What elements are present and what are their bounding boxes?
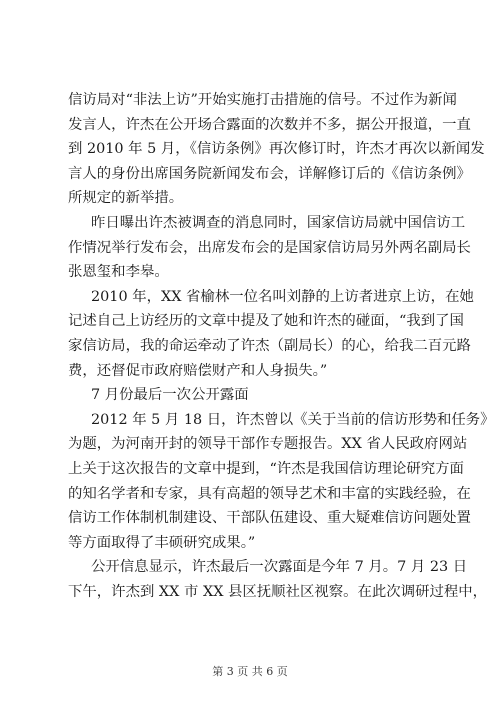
text-line: 昨日曝出许杰被调查的消息同时，国家信访局就中国信访工 [91,214,466,231]
text-line: 到 2010 年 5 月，《信访条例》再次修订时，许杰才再次以新闻发 [68,141,485,158]
text-line: 张恩玺和李皋。 [68,264,169,281]
page-footer: 第 3 页 共 6 页 [212,665,288,678]
text-line: 的知名学者和专家，具有高超的领导艺术和丰富的实践经验，在 [68,485,471,502]
text-line: 为题，为河南开封的领导干部作专题报告。XX 省人民政府网站 [68,436,468,453]
text-line: 公开信息显示，许杰最后一次露面是今年 7 月。7 月 23 日 [91,559,468,576]
text-line: 所规定的新举措。 [68,190,184,207]
text-line: 记述自己上访经历的文章中提及了她和许杰的碰面，“我到了国 [68,313,464,330]
text-line: 信访工作体制机制建设、干部队伍建设、重大疑难信访问题处置 [68,510,471,527]
text-line: 费，还督促市政府赔偿财产和人身损失。” [68,362,328,379]
text-line: 2010 年，XX 省榆林一位名叫刘静的上访者进京上访，在她 [91,288,474,305]
text-line: 信访局对“非法上访”开始实施打击措施的信号。不过作为新闻 [68,92,457,108]
text-line: 作情况举行发布会，出席发布会的是国家信访局另外两名副局长 [68,239,471,256]
text-line: 下午，许杰到 XX 市 XX 县区抚顺社区视察。在此次调研过程中， [68,583,488,600]
body-text [68,88,495,604]
text-line: 等方面取得了丰硕研究成果。” [68,534,256,551]
text-line: 7 月份最后一次公开露面 [91,387,249,404]
text-line: 上关于这次报告的文章中提到，“许杰是我国信访理论研究方面 [68,460,464,477]
text-line: 2012 年 5 月 18 日，许杰曾以《关于当前的信访形势和任务》 [91,411,495,428]
text-line: 家信访局，我的命运牵动了许杰（副局长）的心，给我二百元路 [68,337,471,354]
text-line: 言人的身份出席国务院新闻发布会，详解修订后的《信访条例》 [68,165,471,182]
text-line: 发言人，许杰在公开场合露面的次数并不多，据公开报道，一直 [68,116,471,133]
